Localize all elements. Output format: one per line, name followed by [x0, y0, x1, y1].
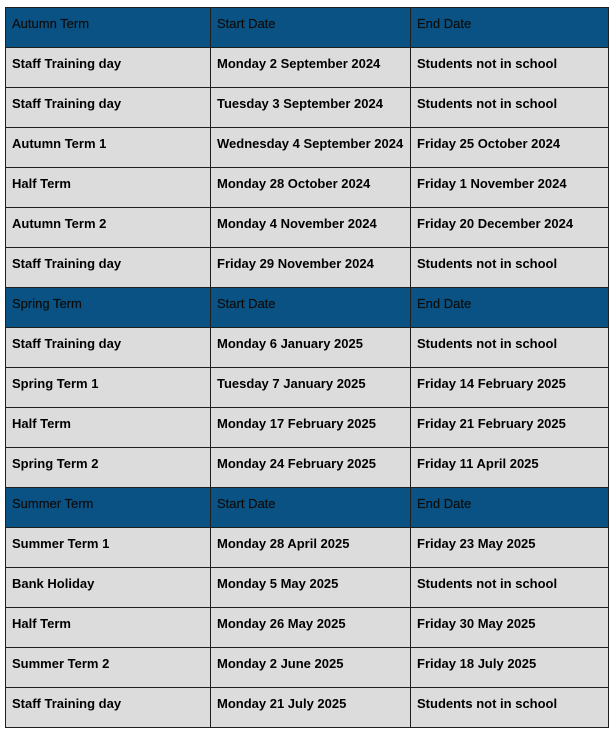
end-date-cell: Friday 1 November 2024: [411, 168, 609, 208]
end-date-cell: Friday 11 April 2025: [411, 448, 609, 488]
period-name-cell: Summer Term 1: [6, 528, 211, 568]
start-date-header: Start Date: [211, 288, 411, 328]
period-name-cell: Autumn Term 1: [6, 128, 211, 168]
end-date-header: End Date: [411, 488, 609, 528]
period-name-cell: Staff Training day: [6, 48, 211, 88]
section-header-row: [6, 288, 609, 328]
period-name-cell: Staff Training day: [6, 688, 211, 728]
table-row: [6, 248, 609, 288]
period-name-cell: Spring Term 1: [6, 368, 211, 408]
term-dates-table-body: [6, 8, 609, 728]
end-date-cell: Students not in school: [411, 48, 609, 88]
table-row: [6, 568, 609, 608]
table-row: [6, 128, 609, 168]
start-date-cell: Monday 17 February 2025: [211, 408, 411, 448]
term-name-header: Autumn Term: [6, 8, 211, 48]
end-date-header: End Date: [411, 8, 609, 48]
start-date-cell: Monday 28 April 2025: [211, 528, 411, 568]
table-row: [6, 648, 609, 688]
table-row: [6, 368, 609, 408]
period-name-cell: Autumn Term 2: [6, 208, 211, 248]
table-row: [6, 408, 609, 448]
period-name-cell: Spring Term 2: [6, 448, 211, 488]
end-date-header: End Date: [411, 288, 609, 328]
start-date-cell: Friday 29 November 2024: [211, 248, 411, 288]
start-date-cell: Monday 6 January 2025: [211, 328, 411, 368]
end-date-cell: Friday 23 May 2025: [411, 528, 609, 568]
start-date-cell: Monday 2 June 2025: [211, 648, 411, 688]
end-date-cell: Students not in school: [411, 568, 609, 608]
end-date-cell: Students not in school: [411, 248, 609, 288]
table-row: [6, 448, 609, 488]
period-name-cell: Half Term: [6, 608, 211, 648]
start-date-cell: Tuesday 7 January 2025: [211, 368, 411, 408]
end-date-cell: Friday 20 December 2024: [411, 208, 609, 248]
period-name-cell: Bank Holiday: [6, 568, 211, 608]
end-date-cell: Friday 14 February 2025: [411, 368, 609, 408]
end-date-cell: Friday 30 May 2025: [411, 608, 609, 648]
period-name-cell: Half Term: [6, 168, 211, 208]
table-row: [6, 688, 609, 728]
start-date-cell: Monday 2 September 2024: [211, 48, 411, 88]
section-header-row: [6, 488, 609, 528]
start-date-cell: Monday 24 February 2025: [211, 448, 411, 488]
start-date-cell: Monday 28 October 2024: [211, 168, 411, 208]
start-date-header: Start Date: [211, 8, 411, 48]
period-name-cell: Summer Term 2: [6, 648, 211, 688]
table-row: [6, 168, 609, 208]
period-name-cell: Staff Training day: [6, 88, 211, 128]
table-row: [6, 88, 609, 128]
section-header-row: [6, 8, 609, 48]
term-dates-table: [5, 7, 609, 728]
term-dates-container: [5, 7, 609, 728]
end-date-cell: Students not in school: [411, 688, 609, 728]
table-row: [6, 608, 609, 648]
start-date-cell: Monday 21 July 2025: [211, 688, 411, 728]
period-name-cell: Half Term: [6, 408, 211, 448]
end-date-cell: Students not in school: [411, 328, 609, 368]
table-row: [6, 208, 609, 248]
start-date-cell: Tuesday 3 September 2024: [211, 88, 411, 128]
start-date-cell: Monday 5 May 2025: [211, 568, 411, 608]
table-row: [6, 328, 609, 368]
start-date-cell: Wednesday 4 September 2024: [211, 128, 411, 168]
end-date-cell: Friday 25 October 2024: [411, 128, 609, 168]
table-row: [6, 48, 609, 88]
end-date-cell: Students not in school: [411, 88, 609, 128]
end-date-cell: Friday 21 February 2025: [411, 408, 609, 448]
period-name-cell: Staff Training day: [6, 328, 211, 368]
end-date-cell: Friday 18 July 2025: [411, 648, 609, 688]
term-name-header: Spring Term: [6, 288, 211, 328]
term-name-header: Summer Term: [6, 488, 211, 528]
start-date-cell: Monday 4 November 2024: [211, 208, 411, 248]
table-row: [6, 528, 609, 568]
period-name-cell: Staff Training day: [6, 248, 211, 288]
start-date-header: Start Date: [211, 488, 411, 528]
start-date-cell: Monday 26 May 2025: [211, 608, 411, 648]
